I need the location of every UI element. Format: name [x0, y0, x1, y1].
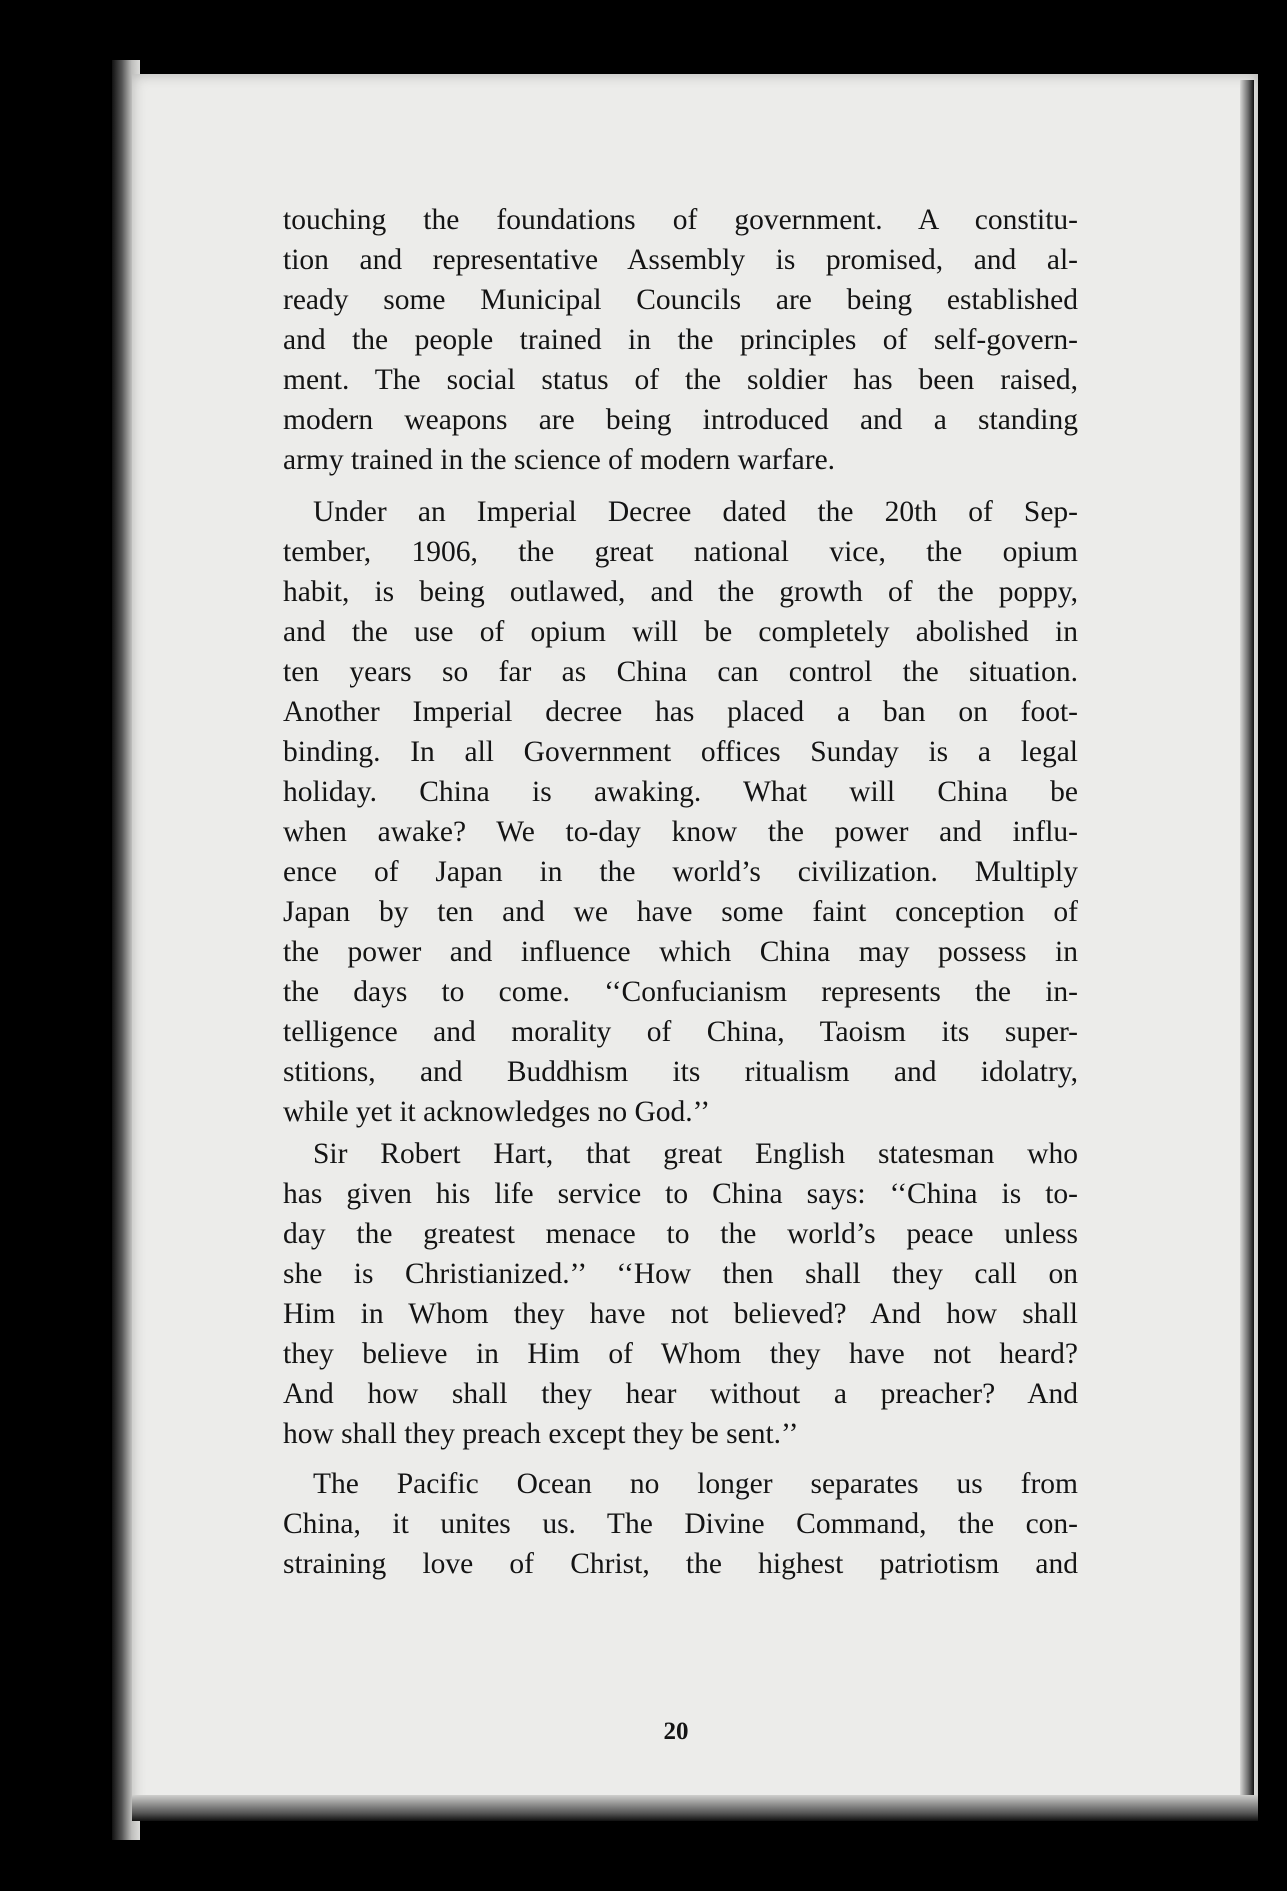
- text-line: Sir Robert Hart, that great English statesman who: [313, 1138, 1078, 1170]
- text-line: ence of Japan in the world’s civilization. Multiply: [283, 856, 1078, 888]
- text-line: ment. The social status of the soldier has been raised,: [283, 364, 1078, 396]
- text-line: ten years so far as China can control the situation.: [283, 656, 1078, 688]
- text-line: and the use of opium will be completely abolished in: [283, 616, 1078, 648]
- text-line: Under an Imperial Decree dated the 20th of Sep-: [313, 496, 1078, 528]
- text-line: Another Imperial decree has placed a ban on foot-: [283, 696, 1078, 728]
- text-line: straining love of Christ, the highest patriotism and: [283, 1548, 1078, 1580]
- right-page-edge: [1240, 80, 1254, 1820]
- text-line: touching the foundations of government. A constitu-: [283, 204, 1078, 236]
- text-line: China, it unites us. The Divine Command, the con-: [283, 1508, 1078, 1540]
- text-line: ready some Municipal Councils are being established: [283, 284, 1078, 316]
- text-line: army trained in the science of modern warfare.: [283, 444, 836, 476]
- text-line: how shall they preach except they be sent.’’: [283, 1418, 799, 1450]
- text-line: telligence and morality of China, Taoism its super-: [283, 1016, 1078, 1048]
- text-line: The Pacific Ocean no longer separates us from: [313, 1468, 1078, 1500]
- text-line: tember, 1906, the great national vice, the opium: [283, 536, 1078, 568]
- text-line: Him in Whom they have not believed? And how shall: [283, 1298, 1078, 1330]
- text-line: habit, is being outlawed, and the growth of the poppy,: [283, 576, 1078, 608]
- text-line: modern weapons are being introduced and a standing: [283, 404, 1078, 436]
- bottom-page-edge: [132, 1795, 1258, 1821]
- paragraph-3: [283, 1134, 1078, 1454]
- page-number: 20: [663, 1718, 689, 1745]
- text-line: stitions, and Buddhism its ritualism and idolatry,: [283, 1056, 1078, 1088]
- text-line: while yet it acknowledges no God.’’: [283, 1096, 711, 1128]
- paragraph-2: [283, 492, 1078, 1132]
- paragraph-4: [283, 1464, 1078, 1584]
- body-text: [283, 200, 1078, 1584]
- text-line: the days to come. ‘‘Confucianism represents the in-: [283, 976, 1078, 1008]
- text-line: when awake? We to-day know the power and influ-: [283, 816, 1078, 848]
- text-line: she is Christianized.’’ ‘‘How then shall they call on: [283, 1258, 1078, 1290]
- text-line: Japan by ten and we have some faint conception of: [283, 896, 1078, 928]
- text-line: and the people trained in the principles of self-govern-: [283, 324, 1078, 356]
- text-line: And how shall they hear without a preacher? And: [283, 1378, 1078, 1410]
- text-line: tion and representative Assembly is promised, and al-: [283, 244, 1078, 276]
- text-line: day the greatest menace to the world’s peace unless: [283, 1218, 1078, 1250]
- text-line: holiday. China is awaking. What will China be: [283, 776, 1078, 808]
- text-line: they believe in Him of Whom they have not heard?: [283, 1338, 1078, 1370]
- paragraph-1: [283, 200, 1078, 480]
- text-line: the power and influence which China may possess in: [283, 936, 1078, 968]
- text-line: binding. In all Government offices Sunday is a legal: [283, 736, 1078, 768]
- text-line: has given his life service to China says: ‘‘China is to-: [283, 1178, 1078, 1210]
